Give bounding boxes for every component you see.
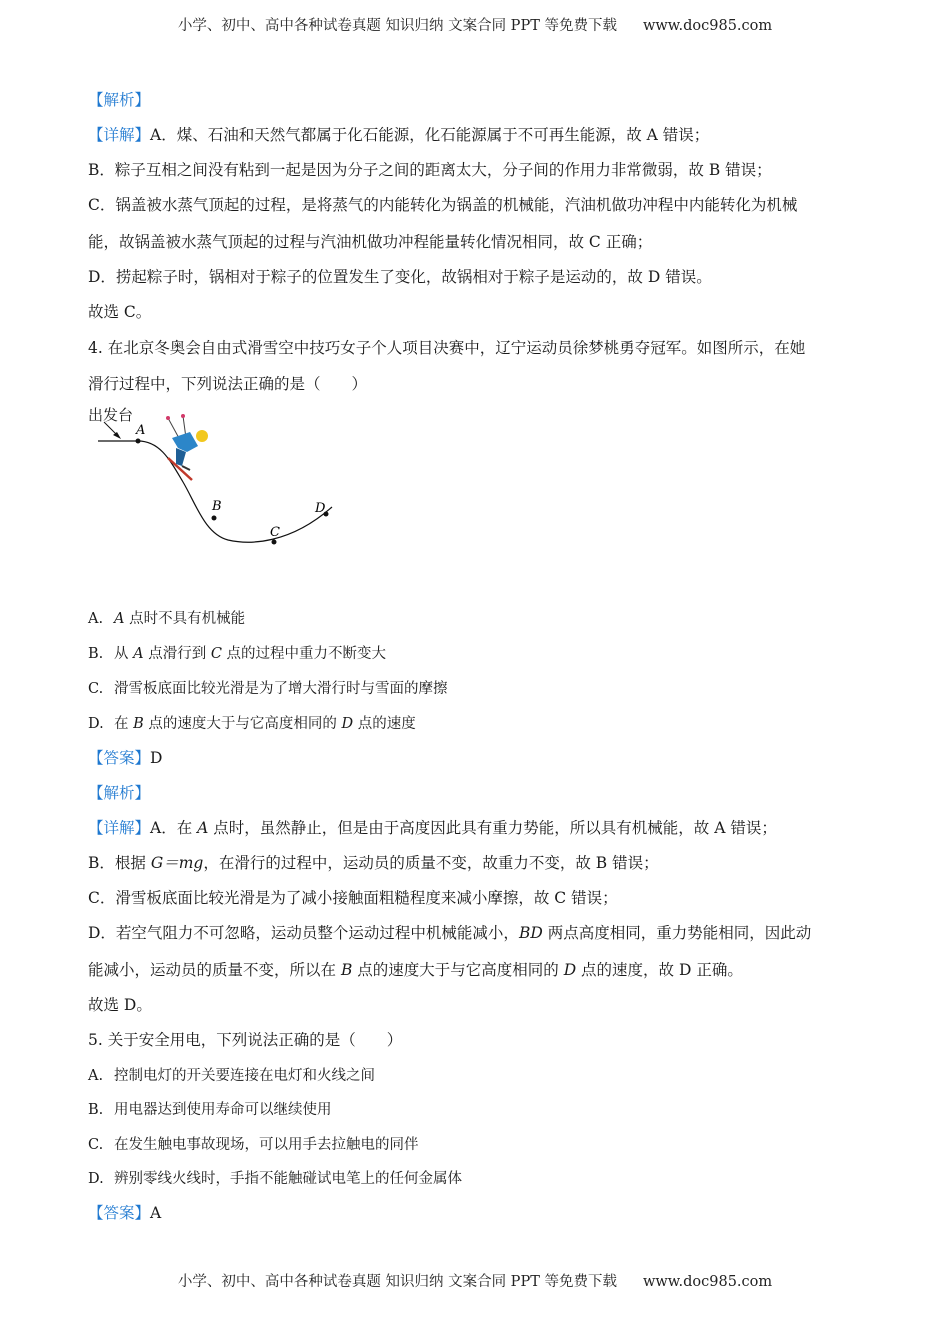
q4-option-b: B. 从 A 点滑行到 C 点的过程中重力不断变大 (88, 646, 387, 662)
analysis-tag: 【解析】 (88, 91, 151, 109)
answer-value: A (150, 1204, 162, 1222)
q4-answer (88, 748, 878, 768)
option-label: B. (88, 1102, 104, 1118)
q4-detail-c: C．滑雪板底面比较光滑是为了减小接触面粗糙程度来减小摩擦，故 C 错误； (88, 889, 618, 907)
option-label: D. (88, 1171, 104, 1187)
point-b-dot (212, 516, 217, 521)
ski-slope-figure (90, 412, 350, 557)
slope-curve (138, 441, 332, 542)
page-header (0, 14, 950, 35)
q4-option-c: C. 滑雪板底面比较光滑是为了增大滑行时与雪面的摩擦 (88, 681, 448, 697)
point-d-label: D (315, 501, 326, 516)
analysis-tag: 【解析】 (88, 784, 151, 802)
answer-value: D (150, 749, 163, 767)
skier-icon (166, 414, 208, 480)
q5-answer (88, 1203, 878, 1223)
footer-site-link[interactable]: www.doc985.com (642, 1274, 773, 1290)
detail-tag: 【详解】 (88, 126, 151, 144)
point-c-dot (272, 540, 277, 545)
q5-stem: 5. 关于安全用电，下列说法正确的是（ ） (88, 1031, 403, 1049)
figure-platform-label: 出发台 (88, 406, 134, 424)
page-footer (0, 1270, 950, 1291)
q3-detail-b: B．粽子互相之间没有粘到一起是因为分子之间的距离太大，分子间的作用力非常微弱，故 B 错误； (88, 161, 772, 179)
q4-detail-a: 【详解】A．在 A 点时，虽然静止，但是由于高度因此具有重力势能，所以具有机械能，故 A 错误； (88, 819, 777, 837)
option-label: B. (88, 646, 104, 662)
point-a-dot (136, 439, 141, 444)
option-label: C. (88, 681, 104, 697)
option-label: A. (88, 611, 104, 627)
q5-option-b: B. 用电器达到使用寿命可以继续使用 (88, 1102, 332, 1118)
q3-detail-c2: 能，故锅盖被水蒸气顶起的过程与汽油机做功冲程能量转化情况相同，故 C 正确； (88, 233, 653, 251)
q3-detail-c1: C．锅盖被水蒸气顶起的过程，是将蒸气的内能转化为锅盖的机械能，汽油机做功冲程中内能转化为机械 (88, 196, 798, 214)
q4-analysis-tag-line (88, 783, 878, 803)
option-label: A. (88, 1068, 104, 1084)
platform-arrow-head (113, 432, 121, 439)
header-site-link[interactable]: www.doc985.com (642, 18, 773, 34)
q3-detail-d: D．捞起粽子时，锅相对于粽子的位置发生了变化，故锅相对于粽子是运动的，故 D 错误。 (88, 268, 712, 286)
q5-option-a: A. 控制电灯的开关要连接在电灯和火线之间 (88, 1068, 375, 1084)
header-text: 小学、初中、高中各种试卷真题 知识归纳 文案合同 PPT 等免费下载 (177, 18, 617, 34)
option-label: C. (88, 1137, 104, 1153)
q4-option-a: A. A 点时不具有机械能 (88, 611, 246, 627)
q4-stem-line2: 滑行过程中，下列说法正确的是（ ） (88, 375, 368, 393)
answer-tag: 【答案】 (88, 1204, 151, 1222)
point-a-label: A (136, 423, 146, 438)
footer-text: 小学、初中、高中各种试卷真题 知识归纳 文案合同 PPT 等免费下载 (177, 1274, 617, 1290)
q4-detail-b: B．根据 G＝mg，在滑行的过程中，运动员的质量不变，故重力不变，故 B 错误； (88, 854, 659, 872)
q3-conclusion: 故选 C。 (88, 303, 152, 321)
q4-stem-line1: 4. 在北京冬奥会自由式滑雪空中技巧女子个人项目决赛中，辽宁运动员徐梦桃勇夺冠军。如图所示，在她 (88, 339, 806, 357)
option-label: D. (88, 716, 104, 732)
q3-detail-a (88, 125, 878, 145)
detail-tag: 【详解】 (88, 819, 151, 837)
q5-option-c: C. 在发生触电事故现场，可以用手去拉触电的同伴 (88, 1137, 419, 1153)
point-b-label: B (212, 499, 222, 514)
q4-option-d: D. 在 B 点的速度大于与它高度相同的 D 点的速度 (88, 716, 416, 732)
q4-conclusion: 故选 D。 (88, 996, 152, 1014)
q3-detail-a-text: A．煤、石油和天然气都属于化石能源，化石能源属于不可再生能源，故 A 错误； (150, 126, 710, 144)
answer-tag: 【答案】 (88, 749, 151, 767)
q4-detail-d1: D．若空气阻力不可忽略，运动员整个运动过程中机械能减小，BD 两点高度相同，重力势能相同，因此动 (88, 924, 812, 942)
point-c-label: C (270, 525, 280, 540)
q3-analysis-tag-line (88, 90, 878, 110)
q5-option-d: D. 辨别零线火线时，手指不能触碰试电笔上的任何金属体 (88, 1171, 462, 1187)
formula: G＝mg (150, 854, 204, 872)
q4-detail-d2: 能减小，运动员的质量不变，所以在 B 点的速度大于与它高度相同的 D 点的速度，故 D 正确。 (88, 961, 743, 979)
